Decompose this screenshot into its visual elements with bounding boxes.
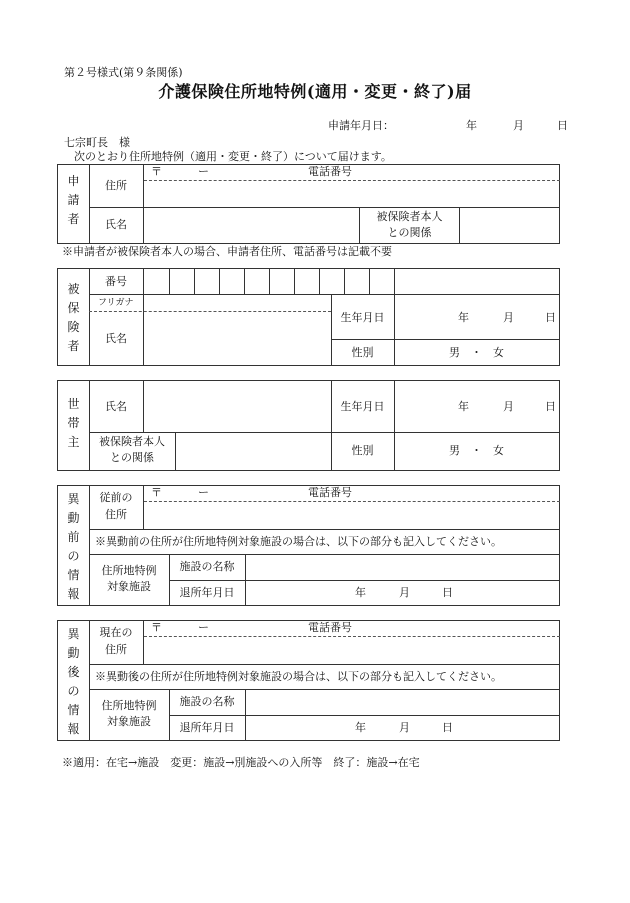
- date-label: 申請年月日：: [328, 119, 394, 132]
- before-facility-name-field[interactable]: [246, 555, 560, 579]
- after-leave-month: 月: [399, 721, 410, 734]
- applicant-phone-label: 電話番号: [308, 165, 352, 178]
- after-phone-label: 電話番号: [308, 621, 352, 634]
- date-day-label: 日: [557, 119, 568, 132]
- household-birth-label: 生年月日: [340, 400, 385, 413]
- household-birth-month: 月: [503, 400, 514, 413]
- applicant-side-label: 申 請 者: [67, 174, 80, 226]
- after-postal-dash: ー: [198, 621, 209, 634]
- applicant-note: ※申請者が被保険者本人の場合、申請者住所、電話番号は記載不要: [62, 245, 392, 258]
- applicant-address-field[interactable]: [144, 182, 560, 206]
- insured-birth-year: 年: [458, 311, 469, 324]
- insured-sex-label: 性別: [351, 346, 374, 359]
- insured-furigana-field[interactable]: [144, 295, 330, 310]
- applicant-relation-field[interactable]: [460, 208, 560, 243]
- applicant-postal-dash: ー: [198, 165, 209, 178]
- before-move-table: [57, 485, 560, 606]
- after-facility-label-1: 住所地特例: [101, 699, 157, 712]
- insured-name-field[interactable]: [144, 313, 330, 365]
- after-side-label: 異 動 後 の 情 報: [67, 627, 80, 736]
- after-facility-label-2: 対象施設: [107, 715, 151, 728]
- footer-note: ※適用：在宅→施設 変更：施設→別施設への入所等 終了：施設→在宅: [62, 756, 420, 769]
- after-move-table: [57, 620, 560, 741]
- before-facility-name-label: 施設の名称: [179, 560, 235, 573]
- date-month-label: 月: [513, 119, 524, 132]
- after-facility-name-field[interactable]: [246, 690, 560, 714]
- addressee: 七宗町長 様: [64, 136, 130, 149]
- before-address-label-2: 住所: [105, 508, 127, 521]
- after-facility-name-label: 施設の名称: [179, 695, 235, 708]
- household-relation-label-2: との関係: [110, 451, 154, 464]
- before-facility-label-1: 住所地特例: [101, 564, 157, 577]
- household-birth-day: 日: [545, 400, 556, 413]
- household-name-field[interactable]: [144, 382, 330, 431]
- before-facility-label-2: 対象施設: [107, 580, 151, 593]
- insured-birth-month: 月: [503, 311, 514, 324]
- before-postal-dash: ー: [198, 486, 209, 499]
- after-leave-year: 年: [355, 721, 366, 734]
- form-number: 第２号様式(第９条関係): [64, 66, 183, 79]
- household-side-label: 世 帯 主: [67, 397, 80, 449]
- insured-furigana-label: フリガナ: [98, 298, 134, 308]
- insured-number-field[interactable]: [144, 270, 394, 294]
- insured-sex-options[interactable]: 男 ・ 女: [449, 346, 504, 359]
- page-title: 介護保険住所地特例(適用・変更・終了)届: [158, 82, 472, 101]
- before-address-field[interactable]: [144, 503, 560, 528]
- before-leave-date-label: 退所年月日: [179, 586, 235, 599]
- household-birth-year: 年: [458, 400, 469, 413]
- household-sex-options[interactable]: 男 ・ 女: [449, 444, 504, 457]
- applicant-relation-label-1: 被保険者本人: [376, 210, 443, 223]
- before-note: ※異動前の住所が住所地特例対象施設の場合は、以下の部分も記入してください。: [95, 535, 502, 548]
- household-relation-field[interactable]: [176, 433, 330, 470]
- before-postal-mark: 〒: [151, 486, 162, 499]
- applicant-address-label: 住所: [105, 179, 127, 192]
- after-address-label-1: 現在の: [99, 626, 133, 639]
- applicant-table: [57, 164, 560, 244]
- household-sex-label: 性別: [351, 444, 374, 457]
- before-leave-day: 日: [442, 586, 453, 599]
- household-table: [57, 380, 560, 471]
- applicant-relation-label-2: との関係: [387, 226, 432, 239]
- household-relation-label-1: 被保険者本人: [99, 435, 165, 448]
- insured-name-label: 氏名: [105, 332, 127, 345]
- after-postal-mark: 〒: [151, 621, 162, 634]
- before-leave-month: 月: [399, 586, 410, 599]
- insured-table: [57, 268, 560, 366]
- insured-side-label: 被 保 険 者: [67, 282, 80, 353]
- household-name-label: 氏名: [105, 400, 127, 413]
- after-address-field[interactable]: [144, 638, 560, 663]
- intro-text: 次のとおり住所地特例（適用・変更・終了）について届けます。: [74, 150, 392, 163]
- applicant-postal-mark: 〒: [151, 165, 162, 178]
- after-leave-day: 日: [442, 721, 453, 734]
- before-leave-year: 年: [355, 586, 366, 599]
- applicant-name-field[interactable]: [144, 208, 358, 243]
- applicant-name-label: 氏名: [105, 218, 127, 231]
- insured-birth-day: 日: [545, 311, 556, 324]
- date-year-label: 年: [466, 119, 477, 132]
- insured-number-label: 番号: [105, 275, 127, 288]
- after-leave-date-label: 退所年月日: [179, 721, 235, 734]
- after-note: ※異動後の住所が住所地特例対象施設の場合は、以下の部分も記入してください。: [95, 670, 502, 683]
- after-address-label-2: 住所: [105, 643, 127, 656]
- before-address-label-1: 従前の: [99, 491, 133, 504]
- insured-birth-label: 生年月日: [340, 311, 385, 324]
- before-side-label: 異 動 前 の 情 報: [67, 492, 80, 601]
- before-phone-label: 電話番号: [308, 486, 352, 499]
